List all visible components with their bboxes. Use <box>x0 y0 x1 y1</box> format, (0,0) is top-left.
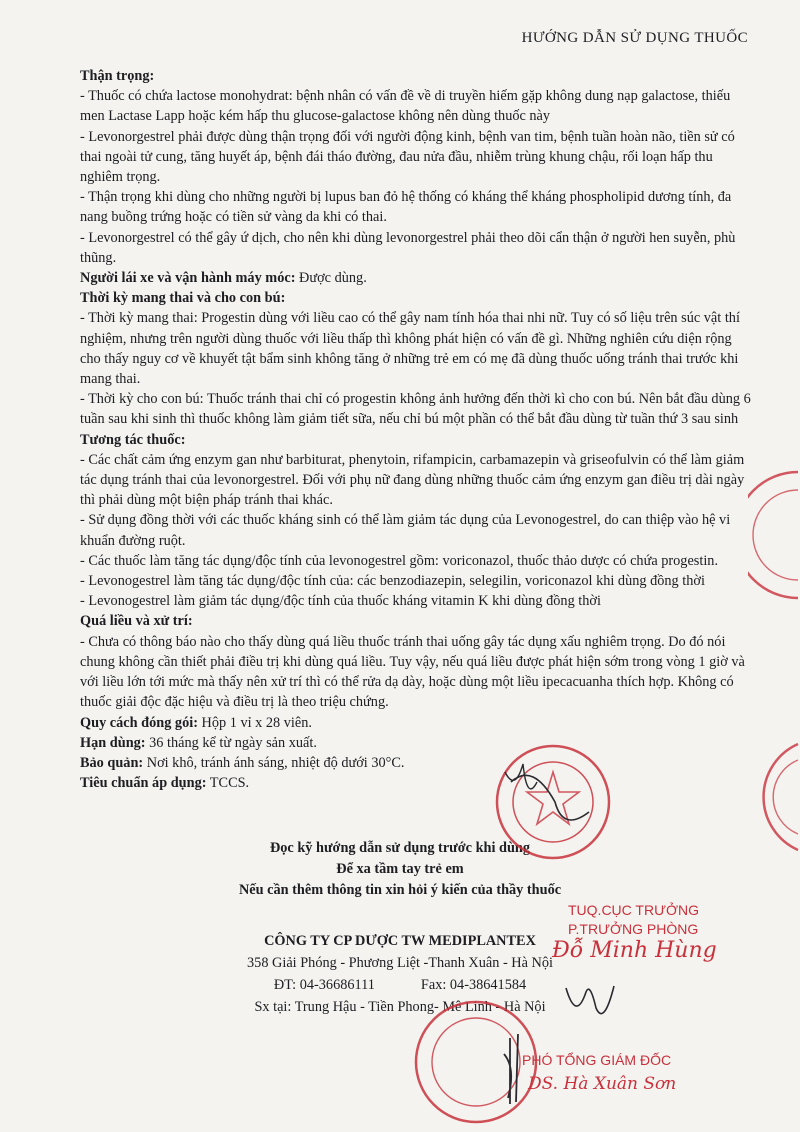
company-address: 358 Giải Phóng - Phương Liệt -Thanh Xuân - Hà Nội <box>247 955 553 971</box>
precaution-paragraph: - Levonorgestrel phải được dùng thận trọng đối với người động kinh, bệnh van tim, bệnh tuần hoàn não, tiền sử có thai ngoài tử cung, tăng huyết áp, bệnh đái tháo đường, đau nửa đầu, nhiễm trùng khung chậu, rối loạn hấp thu nghiêm trọng. <box>80 128 735 186</box>
precaution-paragraph: - Thuốc có chứa lactose monohydrat: bệnh nhân có vấn đề về di truyền hiếm gặp không dung nạp galactose, thiếu men Lactase Lapp hoặc kém hấp thu glucose-galactose không nên dùng thuốc này <box>80 88 731 125</box>
interaction-paragraph: - Các thuốc làm tăng tác dụng/độc tính của levonogestrel gồm: voriconazol, thuốc thảo dược có chứa progestin. <box>80 552 719 569</box>
approval-line-2: P.TRƯỞNG PHÒNG <box>568 921 699 937</box>
detail-storage <box>80 753 752 773</box>
section-title-precautions: Thận trọng: <box>80 68 155 84</box>
detail-packaging <box>80 713 752 733</box>
edge-stamp-right-bottom <box>732 742 800 852</box>
approval-line-1: TUQ.CỤC TRƯỞNG <box>568 902 700 918</box>
section-title-overdose: Quá liều và xử trí: <box>80 613 193 630</box>
detail-label: Quy cách đóng gói: <box>80 714 198 731</box>
company-phone: ĐT: 04-36686111 <box>273 977 375 993</box>
company-contact <box>0 974 800 996</box>
edge-stamp-right-top <box>748 470 800 600</box>
leaflet-body <box>80 66 752 793</box>
warning-line: Đọc kỹ hướng dẫn sử dụng trước khi dùng <box>269 840 531 856</box>
warnings-block <box>0 838 800 901</box>
lactation-paragraph: - Thời kỳ cho con bú: Thuốc tránh thai chỉ có progestin không ảnh hưởng đến thời kì cho con bú. Nên bắt đầu dùng 6 tuần sau khi sinh thì thuốc không làm giảm tiết sữa, nếu chỉ bú một phần có thể bắt đầu dùng từ tuần thứ 3 sau sinh <box>80 391 751 428</box>
approval-signer: Đỗ Minh Hùng <box>552 938 717 963</box>
detail-value: TCCS. <box>206 775 250 792</box>
detail-standard <box>80 773 752 793</box>
company-fax: Fax: 04-38641584 <box>420 977 527 993</box>
detail-value: Nơi khô, tránh ánh sáng, nhiệt độ dưới 30°C. <box>143 754 405 771</box>
company-factory: Sx tại: Trung Hậu - Tiền Phong- Mê Linh - Hà Nội <box>254 999 546 1015</box>
precaution-paragraph: - Levonorgestrel có thể gây ứ dịch, cho nên khi dùng levonorgestrel phải theo dõi cẩn thận ở người hen suyễn, phù thũng. <box>80 229 736 266</box>
interaction-paragraph: - Các chất cảm ứng enzym gan như barbiturat, phenytoin, rifampicin, carbamazepin và griseofulvin có thể làm giảm tác dụng tránh thai của levonorgestrel. Đối với phụ nữ đang dùng những thuốc cảm ứng enzym gan điều trị dài ngày thì phải dùng một biện pháp tránh thai khác. <box>80 451 745 509</box>
interaction-paragraph: - Levonogestrel làm tăng tác dụng/độc tính của: các benzodiazepin, selegilin, voriconazol khi dùng đồng thời <box>80 573 705 590</box>
company-name: CÔNG TY CP DƯỢC TW MEDIPLANTEX <box>264 933 536 949</box>
document-title: HƯỚNG DẪN SỬ DỤNG THUỐC <box>521 30 748 46</box>
interaction-paragraph: - Sử dụng đồng thời với các thuốc kháng sinh có thể làm giảm tác dụng của Levonogestrel, do can thiệp vào hệ vi khuẩn đường ruột. <box>80 512 731 549</box>
warning-line: Nếu cần thêm thông tin xin hỏi ý kiến của thầy thuốc <box>238 882 562 898</box>
section-title-pregnancy: Thời kỳ mang thai và cho con bú: <box>80 290 286 307</box>
director-title: PHÓ TỔNG GIÁM ĐỐC <box>522 1052 672 1068</box>
driving-line <box>80 268 752 288</box>
detail-value: Hộp 1 vỉ x 28 viên. <box>197 714 312 731</box>
detail-label: Bảo quản: <box>80 754 144 771</box>
warning-line: Để xa tầm tay trẻ em <box>336 861 464 877</box>
interaction-paragraph: - Levonogestrel làm giảm tác dụng/độc tính của thuốc kháng vitamin K khi dùng đồng thời <box>80 593 601 610</box>
detail-value: 36 tháng kể từ ngày sản xuất. <box>145 734 317 751</box>
driving-value: Được dùng. <box>295 270 367 287</box>
director-signer: DS. Hà Xuân Sơn <box>528 1074 677 1094</box>
section-title-interactions: Tương tác thuốc: <box>80 431 186 448</box>
overdose-paragraph: - Chưa có thông báo nào cho thấy dùng quá liều thuốc tránh thai uống gây tác dụng xấu nghiêm trọng. Do đó nói chung không cần thiết phải điều trị khi dùng quá liều. Tuy vậy, nếu quá liều được phát hiện sớm trong vòng 1 giờ và với liều lớn tới mức mà thấy nên xử trí thì có thể rửa dạ dày, hoặc dùng một liều ipecacuanha thích hợp. Không có thuốc giải độc đặc hiệu và điều trị là theo triệu chứng. <box>80 633 745 711</box>
detail-label: Hạn dùng: <box>80 734 146 751</box>
approval-signature <box>560 978 620 1028</box>
ministry-stamp <box>493 742 613 862</box>
precaution-paragraph: - Thận trọng khi dùng cho những người bị lupus ban đỏ hệ thống có kháng thể kháng phospholipid dương tính, đa nang buồng trứng hoặc có tiền sử vàng da khi có thai. <box>80 189 732 226</box>
detail-label: Tiêu chuẩn áp dụng: <box>80 775 207 792</box>
detail-shelf-life <box>80 733 752 753</box>
section-title-driving: Người lái xe và vận hành máy móc: <box>80 270 296 287</box>
pregnancy-paragraph: - Thời kỳ mang thai: Progestin dùng với liều cao có thể gây nam tính hóa thai nhi nữ. Tuy có số liệu trên súc vật thí nghiệm, nhưng trên người dùng thuốc với liều thấp thì không phát hiện có vấn đề gì. Những nghiên cứu diện rộng cho thấy nguy cơ về khuyết tật bẩm sinh không tăng ở những trẻ em có mẹ đã dùng thuốc uống tránh thai trước khi mang thai. <box>80 310 740 388</box>
